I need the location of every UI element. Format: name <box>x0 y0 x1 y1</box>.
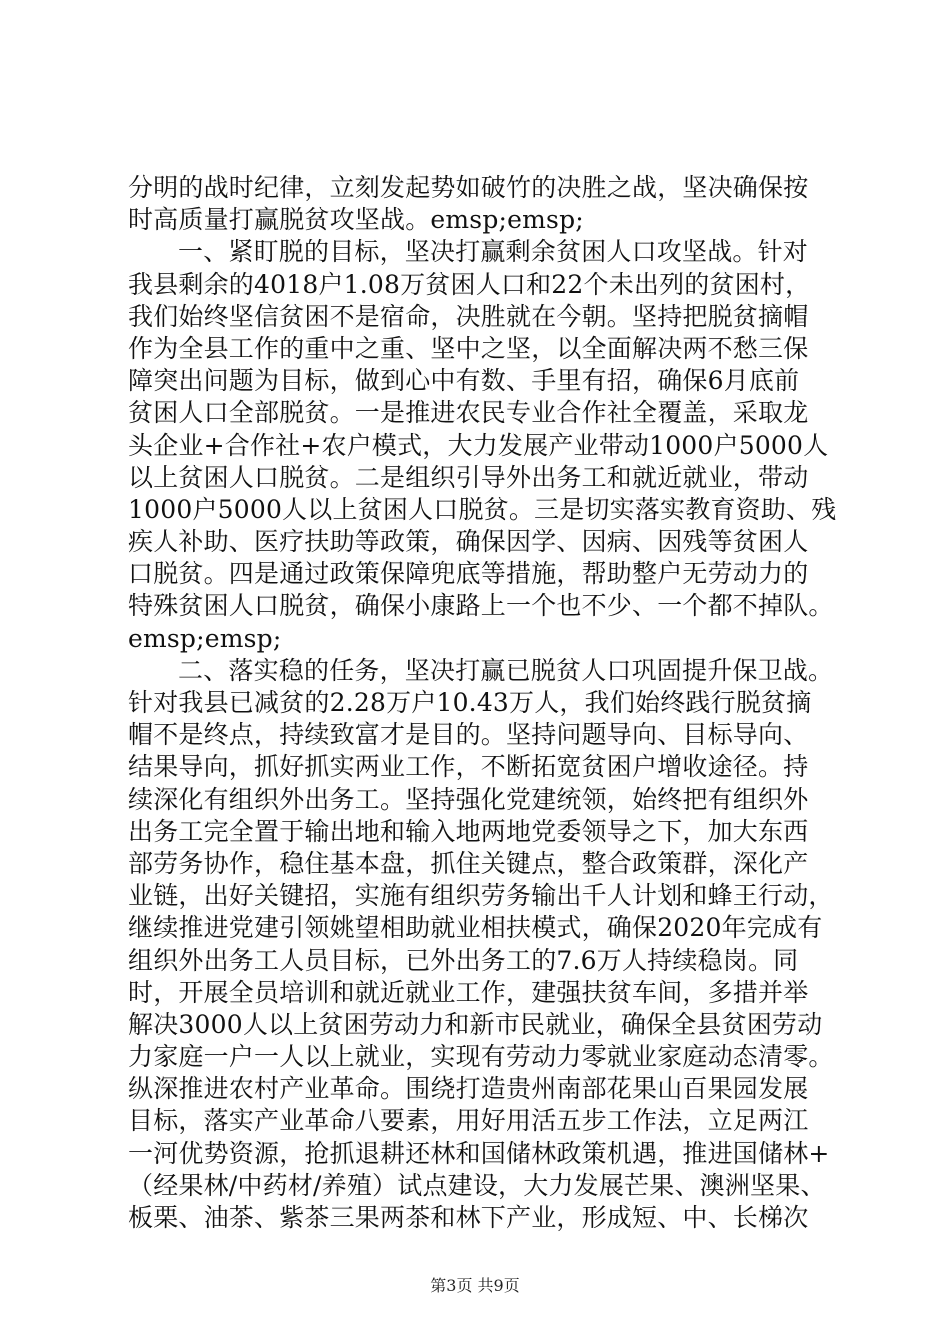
text-line-2: 时高质量打赢脱贫攻坚战。emsp;emsp; <box>128 205 584 235</box>
text-line-9: 头企业+合作社+农户模式，大力发展产业带动1000户5000人 <box>128 430 829 460</box>
text-line-4: 我县剩余的4018户1.08万贫困人口和22个未出列的贫困村， <box>128 269 811 299</box>
text-line-18: 帽不是终点，持续致富才是目的。坚持问题导向、目标导向、 <box>128 720 809 750</box>
text-line-5: 我们始终坚信贫困不是宿命，决胜就在今朝。坚持把脱贫摘帽 <box>128 301 809 331</box>
text-line-20: 续深化有组织外出务工。坚持强化党建统领，始终把有组织外 <box>128 784 809 814</box>
text-line-10: 以上贫困人口脱贫。二是组织引导外出务工和就近就业，带动 <box>128 462 809 492</box>
text-line-25: 组织外出务工人员目标，已外出务工的7.6万人持续稳岗。同 <box>128 945 799 975</box>
section-one-heading-line: 一、紧盯脱的目标，坚决打赢剩余贫困人口攻坚战。针对 <box>178 237 809 267</box>
text-line-31: 一河优势资源，抢抓退耕还林和国储林政策机遇，推进国储林+ <box>128 1138 830 1168</box>
text-line-8: 贫困人口全部脱贫。一是推进农民专业合作社全覆盖，采取龙 <box>128 398 809 428</box>
text-line-19: 结果导向，抓好抓实两业工作，不断拓宽贫困户增收途径。持 <box>128 752 809 782</box>
text-line-12: 疾人补助、医疗扶助等政策，确保因学、因病、因残等贫困人 <box>128 527 809 557</box>
text-line-15: emsp;emsp; <box>128 623 282 653</box>
text-line-28: 力家庭一户一人以上就业，实现有劳动力零就业家庭动态清零。 <box>128 1042 834 1072</box>
text-line-33: 板栗、油茶、紫茶三果两茶和林下产业，形成短、中、长梯次 <box>128 1203 809 1232</box>
text-line-11: 1000户5000人以上贫困人口脱贫。三是切实落实教育资助、残 <box>128 494 837 524</box>
text-line-24: 继续推进党建引领姚望相助就业相扶模式，确保2020年完成有 <box>128 913 823 943</box>
body-text <box>128 172 838 1234</box>
text-line-7: 障突出问题为目标，做到心中有数、手里有招，确保6月底前 <box>128 366 800 396</box>
text-line-1: 分明的战时纪律，立刻发起势如破竹的决胜之战，坚决确保按 <box>128 173 809 202</box>
text-line-26: 时，开展全员培训和就近就业工作，建强扶贫车间，多措并举 <box>128 977 809 1007</box>
text-line-32: （经果林/中药材/养殖）试点建设，大力发展芒果、澳洲坚果、 <box>128 1170 826 1200</box>
text-line-22: 部劳务协作，稳住基本盘，抓住关键点，整合政策群，深化产 <box>128 848 809 878</box>
page-footer: 第3页 共9页 <box>430 1276 520 1295</box>
section-two-heading-line: 二、落实稳的任务，坚决打赢已脱贫人口巩固提升保卫战。 <box>178 655 834 685</box>
text-line-17: 针对我县已减贫的2.28万户10.43万人，我们始终践行脱贫摘 <box>128 688 812 717</box>
text-line-27: 解决3000人以上贫困劳动力和新市民就业，确保全县贫困劳动 <box>128 1009 823 1039</box>
text-line-13: 口脱贫。四是通过政策保障兜底等措施，帮助整户无劳动力的 <box>128 559 809 589</box>
text-line-14: 特殊贫困人口脱贫，确保小康路上一个也不少、一个都不掉队。 <box>128 591 834 621</box>
text-line-21: 出务工完全置于输出地和输入地两地党委领导之下，加大东西 <box>128 816 809 846</box>
text-line-23: 业链，出好关键招，实施有组织劳务输出千人计划和蜂王行动， <box>128 881 834 911</box>
text-line-6: 作为全县工作的重中之重、坚中之坚，以全面解决两不愁三保 <box>128 333 809 363</box>
text-line-30: 目标，落实产业革命八要素，用好用活五步工作法，立足两江 <box>128 1106 809 1136</box>
text-line-29: 纵深推进农村产业革命。围绕打造贵州南部花果山百果园发展 <box>128 1074 809 1104</box>
